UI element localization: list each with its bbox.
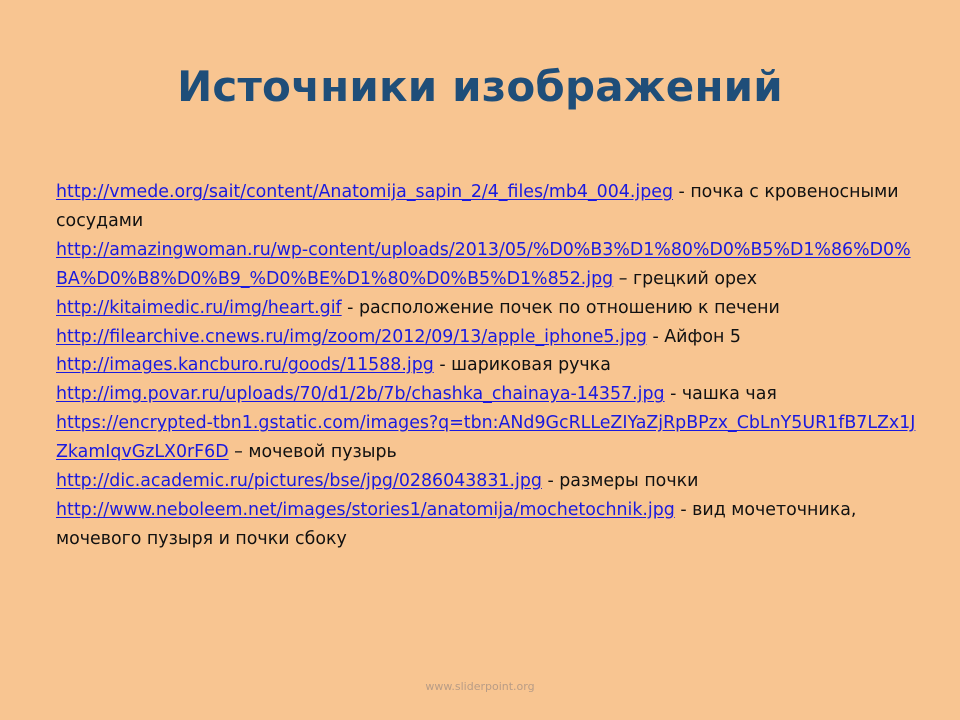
source-link[interactable]: http://www.neboleem.net/images/stories1/anatomija/mochetochnik.jpg [56, 499, 675, 520]
source-description: – мочевой пузырь [228, 442, 397, 463]
source-entry [56, 323, 916, 352]
source-description: - шариковая ручка [433, 355, 611, 376]
source-entry [56, 236, 916, 294]
source-description: - чашка чая [664, 384, 777, 405]
source-description: – грецкий орех [613, 268, 757, 289]
source-entry [56, 351, 916, 380]
source-entry [56, 178, 916, 236]
source-link[interactable]: http://filearchive.cnews.ru/img/zoom/2012/09/13/apple_iphone5.jpg [56, 326, 647, 347]
source-entry [56, 409, 916, 467]
source-link[interactable]: http://img.povar.ru/uploads/70/d1/2b/7b/chashka_chainaya-14357.jpg [56, 384, 665, 405]
image-sources-list [56, 178, 916, 554]
source-entry [56, 294, 916, 323]
source-entry [56, 496, 916, 554]
source-link[interactable]: http://images.kancburo.ru/goods/11588.jpg [56, 355, 434, 376]
source-description: - Айфон 5 [646, 326, 741, 347]
source-description: - вид мочеточника, мочевого пузыря и почки сбоку [56, 499, 857, 549]
source-entry [56, 380, 916, 409]
slide-title: Источники изображений [177, 62, 783, 111]
source-entry [56, 467, 916, 496]
source-link[interactable]: http://vmede.org/sait/content/Anatomija_sapin_2/4_files/mb4_004.jpeg [56, 182, 673, 202]
source-link[interactable]: http://kitaimedic.ru/img/heart.gif [56, 297, 342, 318]
source-description: - расположение почек по отношению к печени [341, 297, 780, 318]
source-link[interactable]: https://encrypted-tbn1.gstatic.com/images?q=tbn:ANd9GcRLLeZIYaZjRpBPzx_CbLnY5UR1fB7LZx1JZkamIqvGzLX0rF6D [56, 413, 916, 463]
source-description: - размеры почки [541, 471, 699, 492]
source-description: - почка с кровеносными сосудами [56, 182, 899, 231]
source-link[interactable]: http://dic.academic.ru/pictures/bse/jpg/0286043831.jpg [56, 471, 542, 492]
footer-watermark: www.sliderpoint.org [425, 680, 535, 693]
source-link[interactable]: http://amazingwoman.ru/wp-content/uploads/2013/05/%D0%B3%D1%80%D0%B5%D1%86%D0%BA%D0%B8%D0%B9_%D0%BE%D1%80%D0%B5%D1%852.jpg [56, 239, 911, 289]
